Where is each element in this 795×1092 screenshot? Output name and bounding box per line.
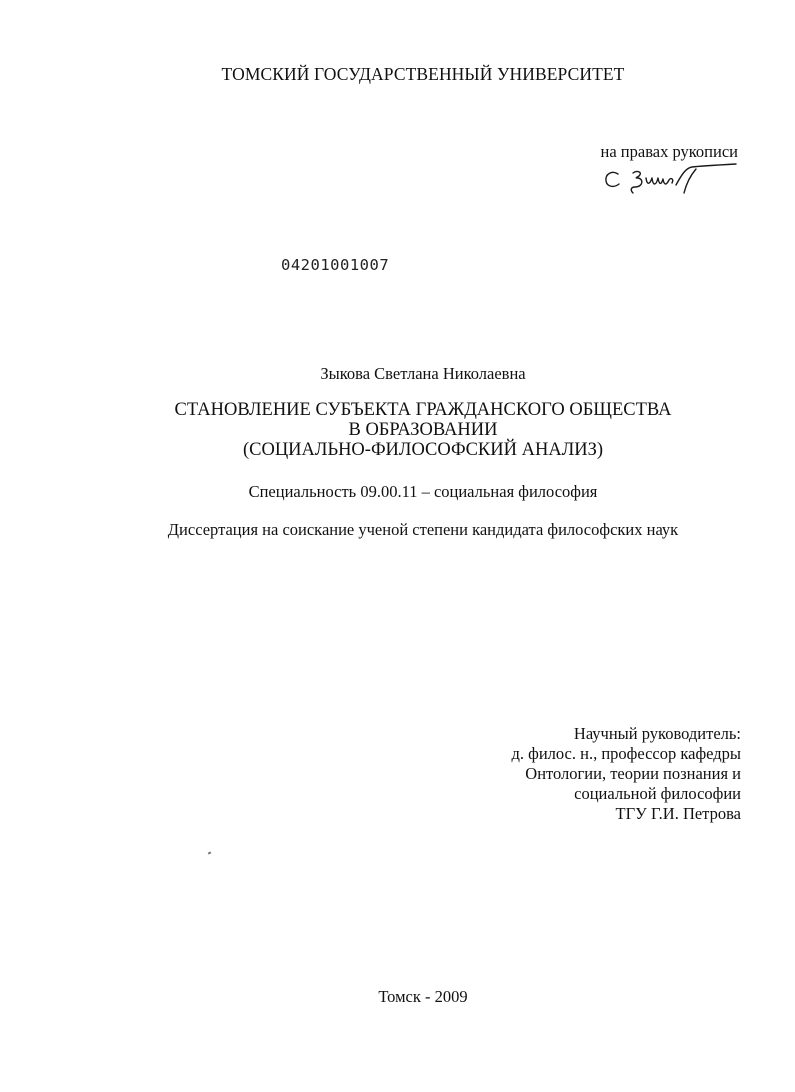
- supervisor-line: д. филос. н., профессор кафедры: [511, 744, 741, 763]
- supervisor-line: ТГУ Г.И. Петрова: [615, 804, 741, 823]
- title-line: СТАНОВЛЕНИЕ СУБЪЕКТА ГРАЖДАНСКОГО ОБЩЕСТВА: [174, 400, 672, 420]
- supervisor-line: Онтологии, теории познания и: [525, 764, 741, 783]
- dissertation-title: [0, 400, 795, 460]
- supervisor-block: [460, 724, 741, 824]
- city-year: Томск - 2009: [378, 987, 468, 1006]
- supervisor-line: Научный руководитель:: [573, 724, 741, 743]
- handwritten-signature: [600, 160, 740, 196]
- author-name: Зыкова Светлана Николаевна: [320, 364, 526, 383]
- title-line: (СОЦИАЛЬНО-ФИЛОСОФСКИЙ АНАЛИЗ): [242, 440, 604, 460]
- specialty-line: Специальность 09.00.11 – социальная философия: [248, 482, 598, 501]
- university-name: ТОМСКИЙ ГОСУДАРСТВЕННЫЙ УНИВЕРСИТЕТ: [221, 64, 625, 84]
- manuscript-note: на правах рукописи: [600, 142, 738, 161]
- scan-speck: [208, 851, 212, 854]
- document-number: 04201001007: [281, 256, 390, 274]
- title-line: В ОБРАЗОВАНИИ: [348, 420, 498, 440]
- supervisor-line: социальной философии: [574, 784, 741, 803]
- dissertation-degree-line: Диссертация на соискание ученой степени кандидата философских наук: [167, 520, 679, 539]
